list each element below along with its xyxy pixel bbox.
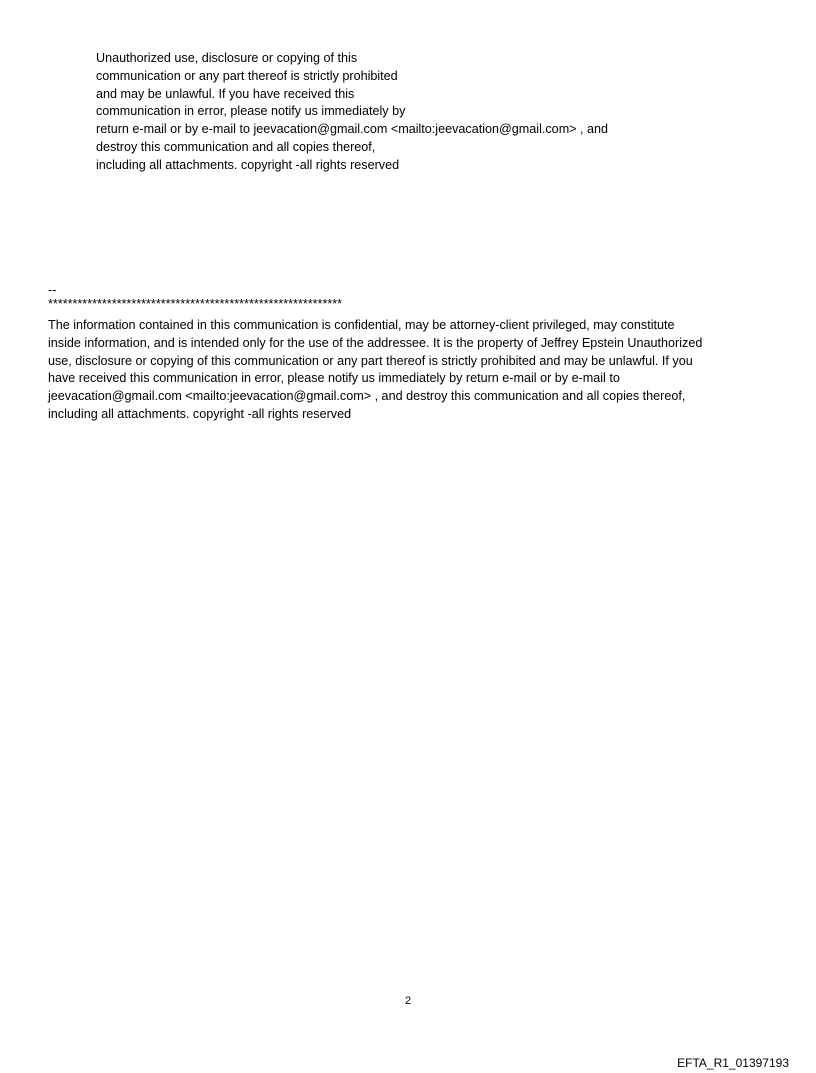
disclaimer-line: communication in error, please notify us immediately by [96,104,406,119]
disclaimer-line: Unauthorized use, disclosure or copying of this [96,51,358,65]
document-id-stamp: EFTA_R1_01397193 [677,1056,789,1070]
disclaimer-line: and may be unlawful. If you have received this [96,86,355,101]
page-number: 2 [404,995,412,1007]
notice-line: inside information, and is intended only for the use of the addressee. It is the property of Jeffrey Epstein Unauthorized [48,335,703,350]
confidentiality-notice [48,317,764,424]
notice-line: use, disclosure or copying of this communication or any part thereof is strictly prohibited and may be unlawful. If you [48,353,693,368]
notice-line: jeevacation@gmail.com <mailto:jeevacation@gmail.com> , and destroy this communication and all copies thereof, [48,389,686,404]
disclaimer-line: communication or any part thereof is strictly prohibited [96,68,398,83]
notice-line: The information contained in this communication is confidential, may be attorney-client privileged, may constitute [48,318,675,332]
signature-separator: -- [48,283,57,297]
quoted-disclaimer-block [96,50,756,175]
disclaimer-line: return e-mail or by e-mail to jeevacation@gmail.com <mailto:jeevacation@gmail.com> , and [96,122,609,137]
disclaimer-line: destroy this communication and all copies thereof, [96,139,376,154]
notice-line: have received this communication in error, please notify us immediately by return e-mail or by e-mail to [48,371,620,386]
disclaimer-line: including all attachments. copyright -all rights reserved [96,157,400,172]
asterisk-divider: ************************************************************ [48,297,343,311]
notice-line: including all attachments. copyright -all rights reserved [48,406,352,421]
